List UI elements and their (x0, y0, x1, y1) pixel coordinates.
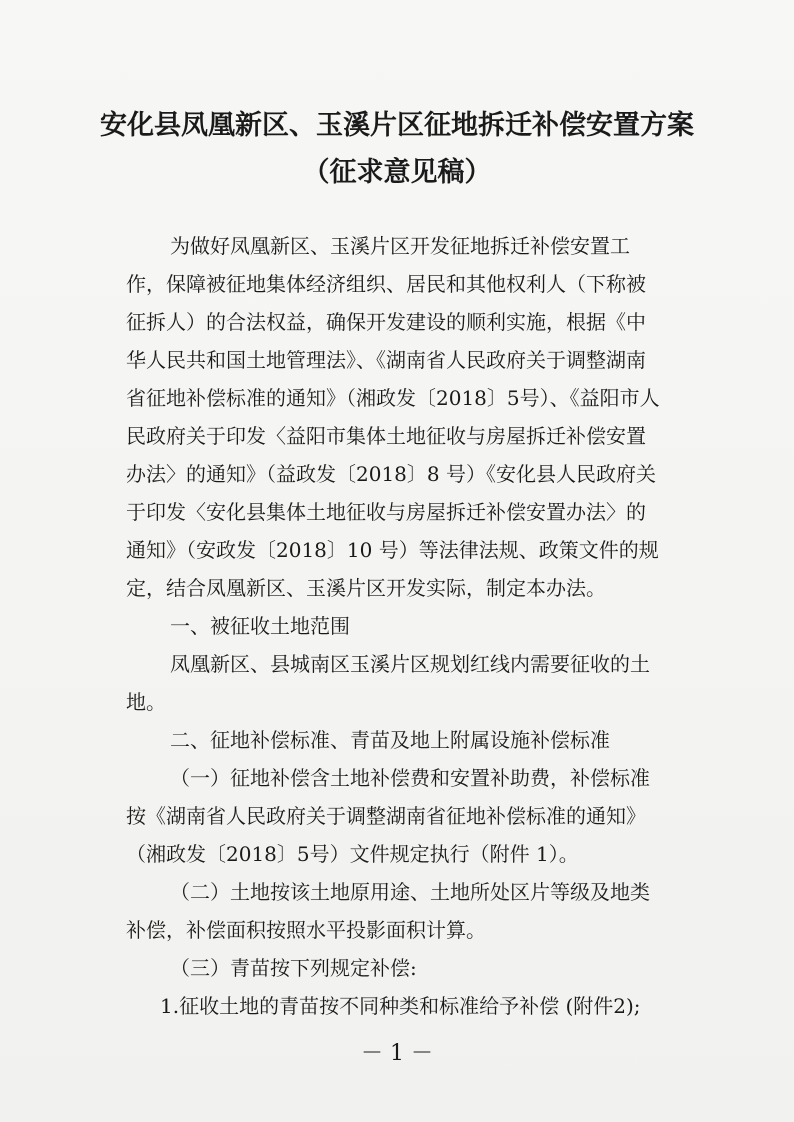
paragraph-line: 定，结合凤凰新区、玉溪片区开发实际，制定本办法。 (126, 576, 606, 600)
paragraph-line: （二）土地按该土地原用途、土地所处区片等级及地类 (170, 880, 650, 904)
paragraph-line: 办法〉的通知》（益政发〔2018〕8 号）《安化县人民政府关 (126, 462, 656, 486)
paragraph-line: 通知》（安政发〔2018〕10 号）等法律法规、政策文件的规 (126, 538, 659, 562)
paragraph-line: 作，保障被征地集体经济组织、居民和其他权利人（下称被 (126, 272, 646, 296)
paragraph-line: 补偿，补偿面积按照水平投影面积计算。 (126, 918, 486, 942)
paragraph-line: 华人民共和国土地管理法》、《湖南省人民政府关于调整湖南 (126, 348, 646, 372)
paragraph-line: 于印发〈安化县集体土地征收与房屋拆迁补偿安置办法〉的 (126, 500, 646, 524)
paragraph-line: 省征地补偿标准的通知》（湘政发〔2018〕5号）、《益阳市人 (126, 386, 660, 410)
paragraph-line: 按《湖南省人民政府关于调整湖南省征地补偿标准的通知》 (126, 804, 646, 828)
paragraph-line: 征拆人）的合法权益，确保开发建设的顺利实施，根据《中 (126, 310, 646, 334)
section-heading-1: 一、被征收土地范围 (170, 614, 350, 638)
paragraph-line: 1.征收土地的青苗按不同种类和标准给予补偿 (附件2); (160, 994, 641, 1018)
paragraph-line: 民政府关于印发〈益阳市集体土地征收与房屋拆迁补偿安置 (126, 424, 646, 448)
page-number: － 1 － (361, 1041, 433, 1066)
section-heading-2: 二、征地补偿标准、青苗及地上附属设施补偿标准 (170, 728, 610, 752)
paragraph-line: （一）征地补偿含土地补偿费和安置补助费，补偿标准 (170, 766, 650, 790)
paragraph-line: 为做好凤凰新区、玉溪片区开发征地拆迁补偿安置工 (170, 234, 630, 258)
paragraph-line: 地。 (126, 690, 166, 714)
document-subtitle: （征求意见稿） (302, 157, 492, 188)
paragraph-line: （三）青苗按下列规定补偿: (170, 956, 417, 980)
paragraph-line: 凤凰新区、县城南区玉溪片区规划红线内需要征收的土 (170, 652, 650, 676)
paragraph-line: （湘政发〔2018〕5号）文件规定执行（附件 1）。 (126, 842, 579, 866)
document-title: 安化县凤凰新区、玉溪片区征地拆迁补偿安置方案 (100, 110, 694, 141)
